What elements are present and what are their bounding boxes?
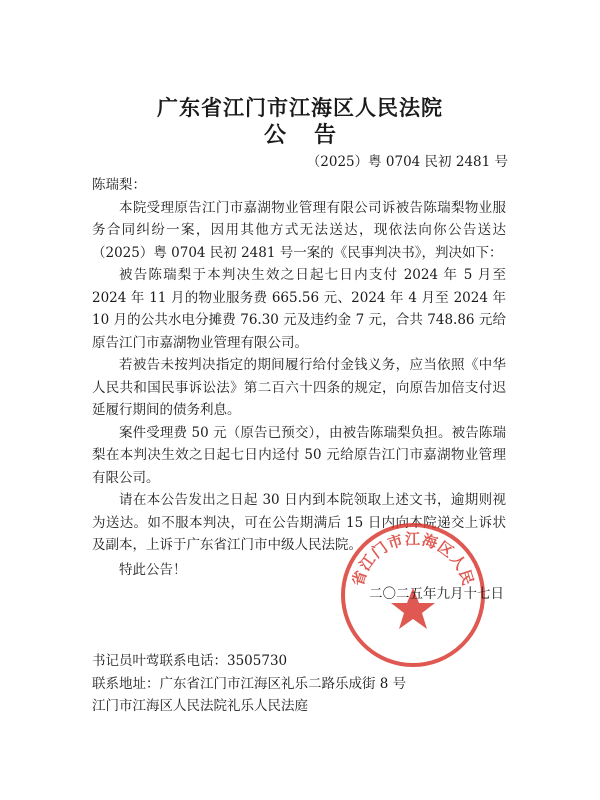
document-title: 公告 [263, 123, 364, 148]
paragraph-court-fee: 案件受理费 50 元（原告已预交），由被告陈瑞梨负担。被告陈瑞梨在本判决生效之日起七日内迳付 50 元给原告江门市嘉湖物业管理有限公司。 [92, 424, 506, 486]
notice-date: 二〇二五年九月十七日 [369, 586, 504, 602]
closing-line: 特此公告！ [119, 561, 187, 578]
paragraph-late-interest: 若被告未按判决指定的期间履行给付金钱义务，应当依照《中华人民共和国民事诉讼法》第二百六十四条的规定，向原告加倍支付迟延履行期间的债务利息。 [92, 357, 506, 418]
paragraph-appeal: 请在本公告发出之日起 30 日内到本院领取上述文书，逾期则视为送达。如不服本判决，可在公告期满后 15 日内向本院递交上诉状及副本，上诉于广东省江门市中级人民法院。 [92, 492, 506, 553]
court-name: 广东省江门市江海区人民法院 [157, 96, 443, 120]
tribunal-name: 江门市江海区人民法院礼乐人民法庭 [92, 698, 308, 714]
addressee: 陈瑞梨： [92, 177, 146, 193]
clerk-phone: 书记员叶莺联系电话：3505730 [92, 653, 288, 669]
seal-text: 省江门市江海区人民 [348, 530, 478, 589]
contact-footer [92, 650, 406, 718]
contact-address: 联系地址：广东省江门市江海区礼乐二路乐成街 8 号 [92, 675, 407, 692]
paragraph-service: 本院受理原告江门市嘉湖物业管理有限公司诉被告陈瑞梨物业服务合同纠纷一案，因用其他方式无法送达，现依法向你公告送达（2025）粤 0704 民初 2481 号一案的《民事判决书》，判决如下： [92, 199, 506, 261]
case-number: （2025）粤 0704 民初 2481 号 [306, 154, 508, 170]
svg-text:广东省江门市江海区人民法院 [338, 520, 477, 588]
paragraph-judgment: 被告陈瑞梨于本判决生效之日起七日内支付 2024 年 5 月至 2024 年 11 月的物业服务费 665.56 元、2024 年 4 月至 2024 年 10 月的公共水电分摊费 76.30 元及违约金 7 元，合共 748.86 元给原告江门市嘉湖物业管理有限公司。 [92, 267, 506, 351]
